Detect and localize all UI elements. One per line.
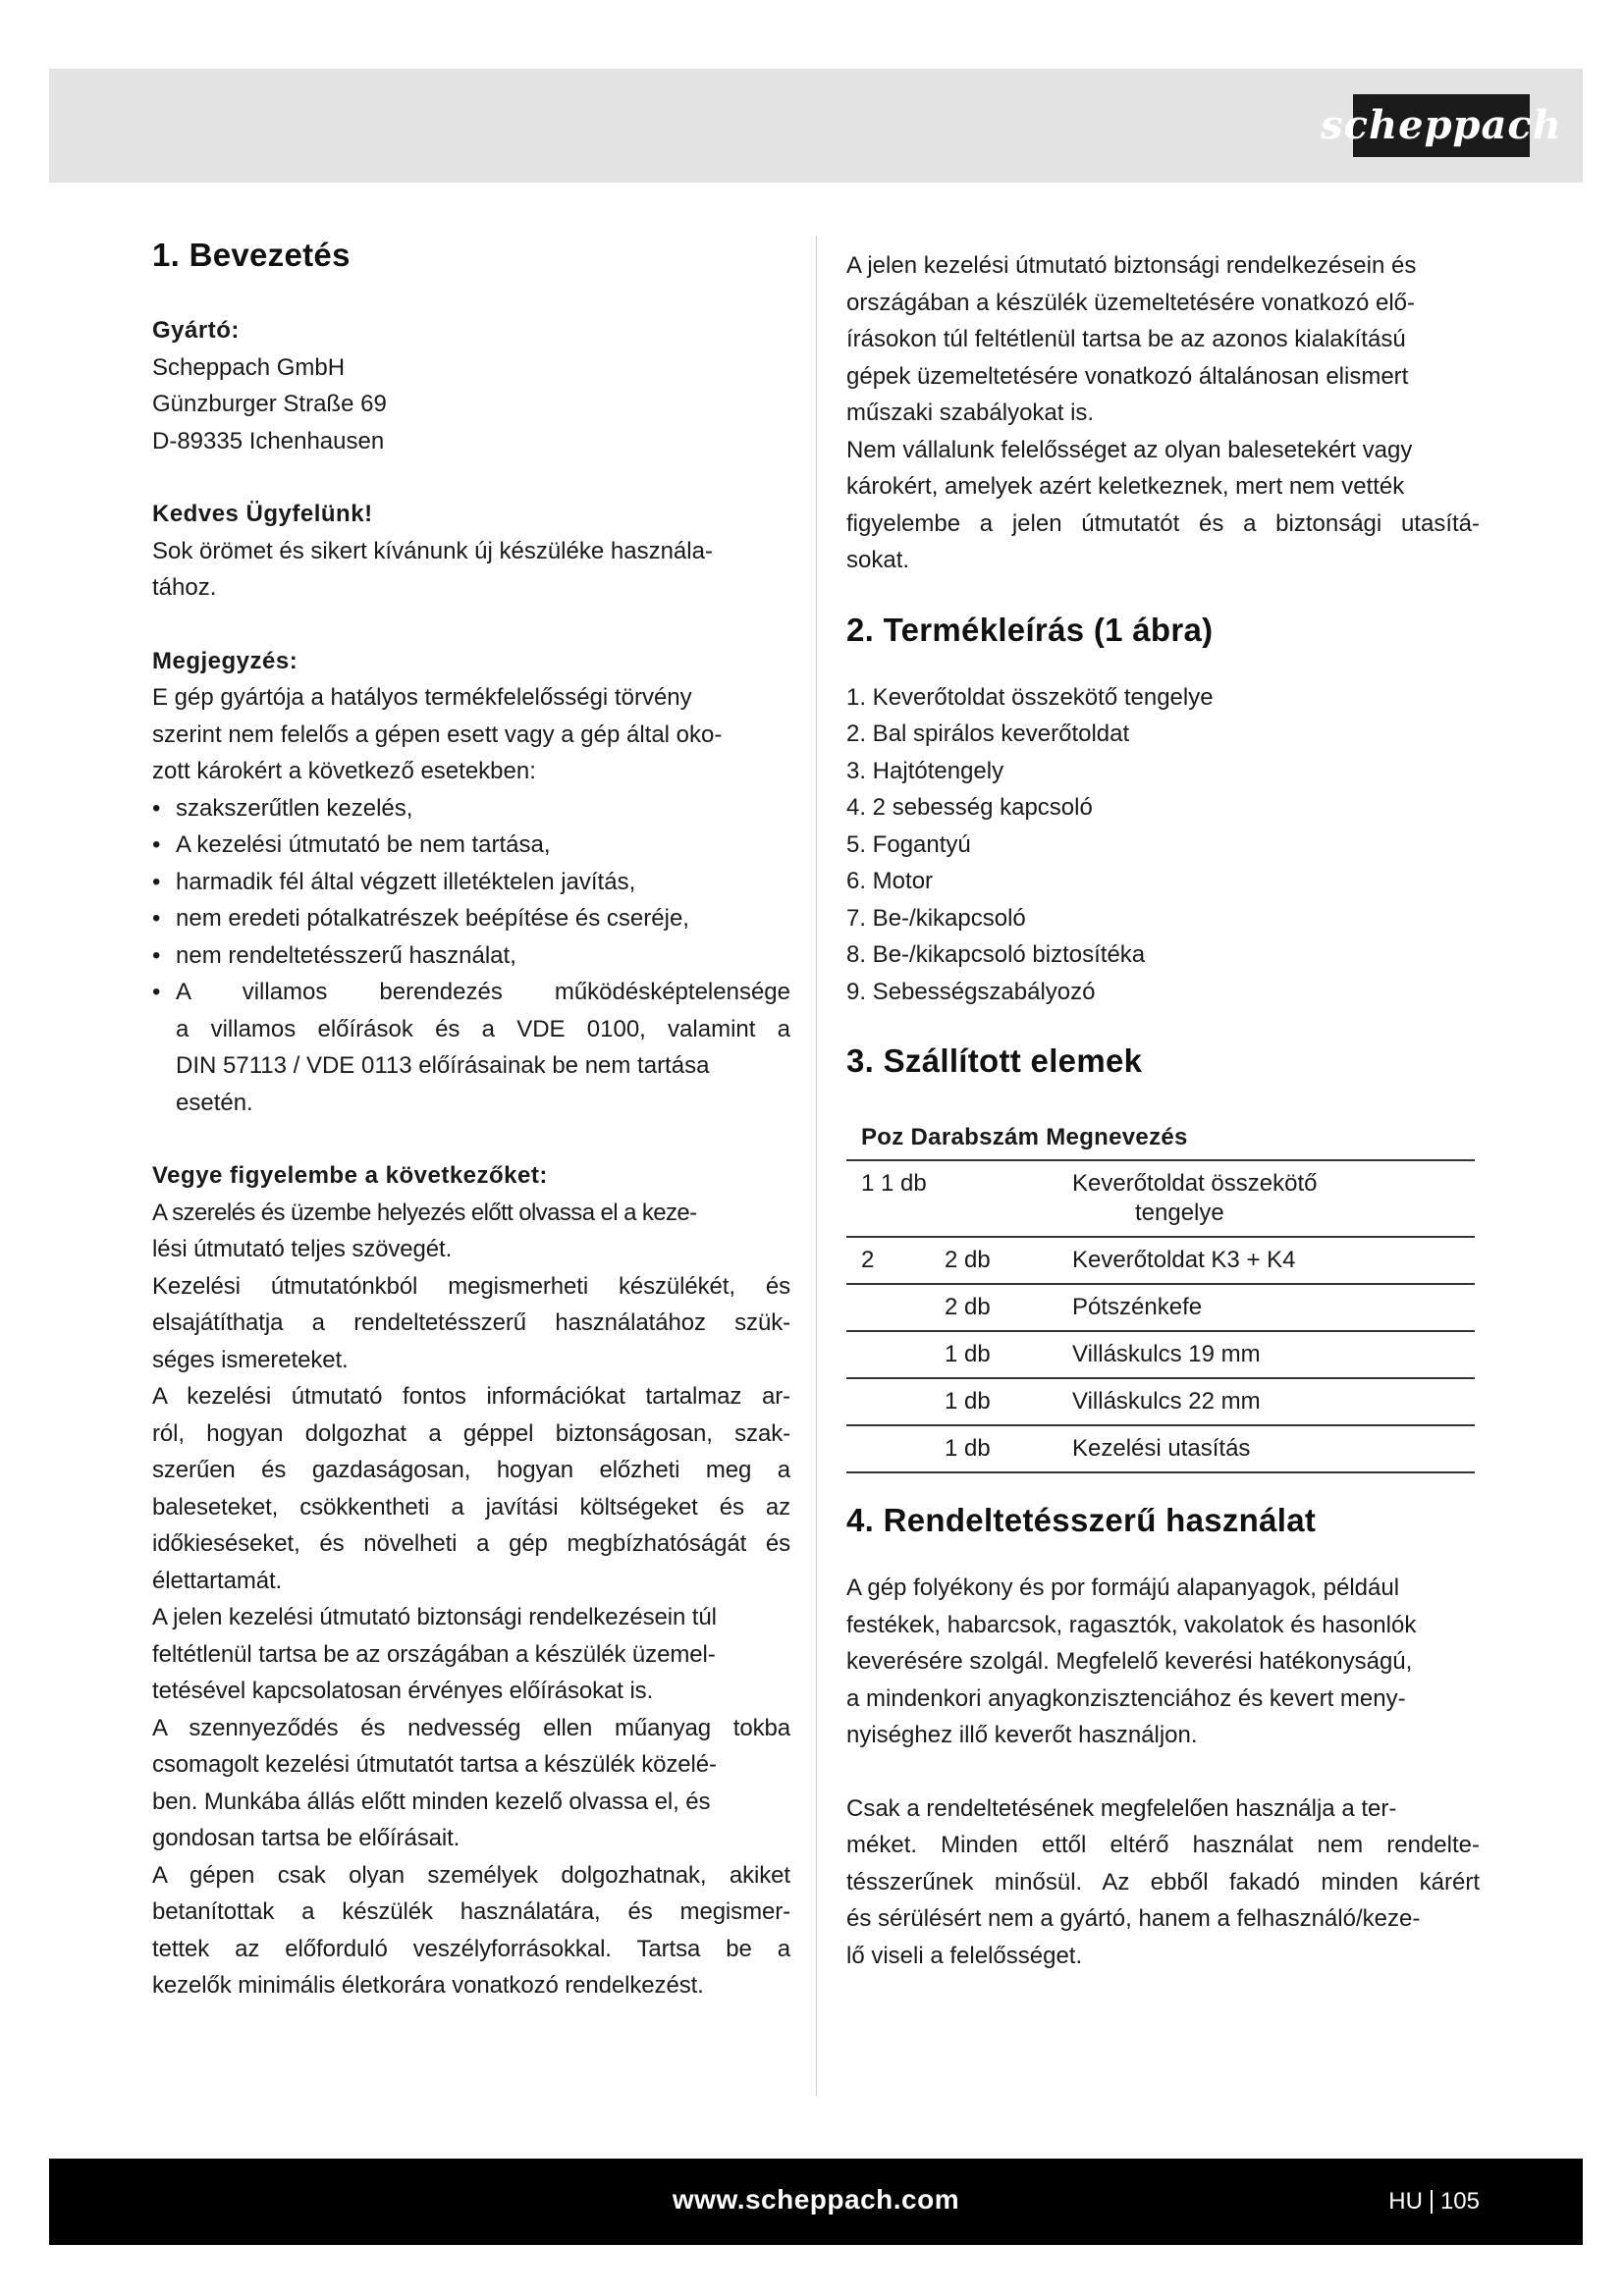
list-item: 8. Be-/kikapcsoló biztosítéka — [846, 941, 1146, 968]
list-item — [152, 900, 790, 937]
text-line: szerűen és gazdaságosan, hogyan előzheti meg a — [152, 1457, 790, 1483]
list-item-text: szakszerűtlen kezelés, — [176, 794, 413, 822]
text-line: tésszerűnek minősül. Az ebből fakadó minden kárért — [846, 1868, 1480, 1896]
text-line: a mindenkori anyagkonzisztenciához és kevert meny- — [846, 1684, 1406, 1712]
list-item: 6. Motor — [846, 868, 934, 894]
page-indicator — [1388, 2188, 1480, 2216]
text-line: országában a készülék üzemeltetésére vonatkozó elő- — [846, 289, 1415, 316]
note-label: Megjegyzés: — [152, 647, 298, 674]
text-line: időkieséseket, és növelheti a gép megbízhatóságát és — [152, 1530, 790, 1557]
text-line: méket. Minden ettől eltérő használat nem rendelte- — [846, 1832, 1480, 1858]
left-column — [152, 236, 790, 2004]
text-line: feltétlenül tartsa be az országában a készülék üzemel- — [152, 1640, 716, 1668]
list-item — [152, 864, 790, 901]
address-line: Günzburger Straße 69 — [152, 391, 387, 417]
footer-bar — [49, 2159, 1583, 2245]
table-row — [846, 1425, 1475, 1472]
list-item — [152, 937, 790, 975]
text-line: betanítottak a készülék használatára, és megismer- — [152, 1898, 790, 1925]
section-1-title: 1. Bevezetés — [152, 237, 351, 273]
table-cell-pos — [846, 1378, 945, 1425]
table-cell-qty: 1 db — [945, 1425, 1072, 1472]
table-cell-qty: 2 db — [945, 1284, 1072, 1331]
text-line: károkért, amelyek azért keletkeznek, mert nem vették — [846, 473, 1405, 500]
intended-use-paragraph-1 — [846, 1570, 1480, 1754]
list-item: 9. Sebességszabályozó — [846, 978, 1096, 1005]
table-row — [846, 1331, 1475, 1378]
list-item-text: A kezelési útmutató be nem tartása, — [176, 831, 551, 858]
text-line: keverésére szolgál. Megfelelő keverési hatékonyságú, — [846, 1648, 1413, 1675]
text-line: Csak a rendeltetésének megfelelően használja a ter- — [846, 1794, 1397, 1822]
page-number: 105 — [1439, 2188, 1480, 2215]
text-line: kezelők minimális életkorára vonatkozó rendelkezést. — [152, 1972, 704, 1999]
text-line: figyelembe a jelen útmutatót és a biztonsági utasítá- — [846, 509, 1480, 537]
table-row — [846, 1237, 1475, 1284]
note-block — [152, 643, 790, 1122]
intended-use-paragraph-2 — [846, 1790, 1480, 1975]
section-4-title: 4. Rendeltetésszerű használat — [846, 1502, 1317, 1538]
text-line: A jelen kezelési útmutató biztonsági rendelkezésein túl — [152, 1604, 717, 1630]
table-cell-qty: 1 db — [945, 1378, 1072, 1425]
text-line: elsajátíthatja a rendeltetésszerű használatához szük- — [152, 1309, 790, 1336]
text-line: A kezelési útmutató fontos információkat tartalmaz ar- — [152, 1383, 790, 1410]
observe-block — [152, 1157, 790, 2004]
footer-website-link[interactable]: www.scheppach.com — [672, 2184, 960, 2215]
list-item-text: nem rendeltetésszerű használat, — [176, 941, 516, 969]
language-code: HU — [1388, 2188, 1423, 2215]
table-cell-pos: 1 1 db — [846, 1160, 1072, 1237]
manufacturer-block — [152, 312, 790, 459]
right-column — [846, 236, 1480, 1974]
table-cell-name: Keverőtoldat K3 + K4 — [1072, 1237, 1475, 1284]
text-line: tához. — [152, 574, 217, 601]
address-line: D-89335 Ichenhausen — [152, 427, 385, 454]
text-line: nyiséghez illő keverőt használjon. — [846, 1722, 1198, 1748]
text-line: tettek az előforduló veszélyforrásokkal. Tartsa be a — [152, 1935, 790, 1962]
text-line: Nem vállalunk felelősséget az olyan balesetekért vagy — [846, 436, 1413, 463]
item-name: Keverőtoldat összekötő — [1072, 1170, 1318, 1197]
list-item-text: a villamos előírások és a VDE 0100, valamint a — [176, 1015, 790, 1042]
text-line: műszaki szabályokat is. — [846, 400, 1095, 426]
section-2-title: 2. Termékleírás (1 ábra) — [846, 611, 1214, 648]
observe-label: Vegye figyelembe a következőket: — [152, 1162, 548, 1189]
table-cell-pos — [846, 1425, 945, 1472]
text-line: A szerelés és üzembe helyezés előtt olvassa el a keze- — [152, 1199, 697, 1226]
text-line: csomagolt kezelési útmutatót tartsa a készülék közelé- — [152, 1751, 717, 1778]
table-cell-name: Villáskulcs 19 mm — [1072, 1331, 1475, 1378]
text-line: festékek, habarcsok, ragasztók, vakolatok és hasonlók — [846, 1611, 1417, 1638]
list-item-text: nem eredeti pótalkatrészek beépítése és cseréje, — [176, 905, 689, 932]
page-separator — [1431, 2190, 1433, 2214]
logo-text: scheppach — [1321, 102, 1562, 148]
list-item — [152, 790, 790, 828]
table-row — [846, 1160, 1475, 1237]
list-item: 2. Bal spirálos keverőtoldat — [846, 721, 1130, 747]
text-line: sokat. — [846, 547, 910, 573]
text-line: séges ismereteket. — [152, 1346, 349, 1373]
table-cell-name: Villáskulcs 22 mm — [1072, 1378, 1475, 1425]
list-item-text: harmadik fél által végzett illetéktelen javítás, — [176, 868, 636, 895]
table-cell-name: Kezelési utasítás — [1072, 1425, 1475, 1472]
text-line: gondosan tartsa be előírásait. — [152, 1825, 460, 1851]
list-item — [152, 974, 790, 1121]
text-line: ról, hogyan dolgozhat a géppel biztonságosan, szak- — [152, 1419, 790, 1447]
section-3-title: 3. Szállított elemek — [846, 1042, 1143, 1079]
greeting-label: Kedves Ügyfelünk! — [152, 501, 373, 527]
table-row — [846, 1284, 1475, 1331]
delivered-items-table — [846, 1122, 1475, 1473]
list-item-text: DIN 57113 / VDE 0113 előírásainak be nem tartása — [176, 1052, 710, 1079]
note-intro — [152, 679, 790, 790]
text-line: baleseteket, csökkentheti a javítási költségeket és az — [152, 1493, 790, 1521]
text-line: írásokon túl feltétlenül tartsa be az azonos kialakítású — [846, 326, 1406, 352]
manufacturer-address — [152, 349, 790, 460]
column-divider — [816, 236, 817, 2096]
text-line: tetésével kapcsolatosan érvényes előírásokat is. — [152, 1678, 654, 1704]
scheppach-logo — [1321, 94, 1562, 157]
text-line: ben. Munkába állás előtt minden kezelő olvassa el, és — [152, 1788, 711, 1815]
greeting-block — [152, 496, 790, 607]
list-item: 1. Keverőtoldat összekötő tengelye — [846, 683, 1214, 711]
manufacturer-label: Gyártó: — [152, 317, 240, 344]
greeting-text — [152, 533, 790, 607]
list-item-text: • A villamos berendezés működésképtelensége — [176, 979, 790, 1005]
item-name-cont: tengelye — [1135, 1200, 1224, 1226]
text-line: Sok örömet és sikert kívánunk új készüléke használa- — [152, 537, 713, 564]
text-line: zott károkért a következő esetekben: — [152, 758, 536, 784]
table-row — [846, 1378, 1475, 1425]
text-line: lési útmutató teljes szövegét. — [152, 1236, 453, 1262]
table-cell-name — [1072, 1160, 1475, 1237]
text-line: és sérülésért nem a gyártó, hanem a felhasználó/keze- — [846, 1905, 1421, 1932]
right-intro-text — [846, 247, 1480, 579]
table-header: Poz Darabszám Megnevezés — [846, 1122, 1475, 1160]
address-line: Scheppach GmbH — [152, 353, 346, 381]
text-line: A szennyeződés és nedvesség ellen műanyag tokba — [152, 1714, 790, 1741]
parts-list — [846, 679, 1480, 1011]
list-item: 7. Be-/kikapcsoló — [846, 904, 1026, 932]
text-line: lő viseli a felelősséget. — [846, 1942, 1083, 1969]
text-line: szerint nem felelős a gépen esett vagy a gép által oko- — [152, 721, 723, 748]
text-line: A gépen csak olyan személyek dolgozhatnak, akiket — [152, 1861, 790, 1889]
list-item: 4. 2 sebesség kapcsoló — [846, 794, 1093, 821]
text-line: A gép folyékony és por formájú alapanyagok, például — [846, 1575, 1400, 1601]
table-cell-qty: 1 db — [945, 1331, 1072, 1378]
text-line: Kezelési útmutatónkból megismerheti készülékét, és — [152, 1272, 790, 1300]
text-line: E gép gyártója a hatályos termékfelelősségi törvény — [152, 684, 692, 711]
table-header-row — [846, 1122, 1475, 1160]
list-item: 5. Fogantyú — [846, 830, 971, 858]
table-cell-qty: 2 db — [945, 1237, 1072, 1284]
list-item-text: esetén. — [176, 1089, 253, 1116]
table-cell-pos — [846, 1331, 945, 1378]
list-item — [152, 827, 790, 864]
text-line: A jelen kezelési útmutató biztonsági rendelkezésein és — [846, 252, 1417, 279]
list-item: 3. Hajtótengely — [846, 757, 1004, 784]
text-line: élettartamát. — [152, 1567, 283, 1594]
table-cell-pos — [846, 1284, 945, 1331]
text-line: gépek üzemeltetésére vonatkozó általánosan elismert — [846, 362, 1409, 390]
table-cell-name: Pótszénkefe — [1072, 1284, 1475, 1331]
liability-exclusions-list — [152, 790, 790, 1122]
table-cell-pos: 2 — [846, 1237, 945, 1284]
observe-text — [152, 1195, 790, 2004]
